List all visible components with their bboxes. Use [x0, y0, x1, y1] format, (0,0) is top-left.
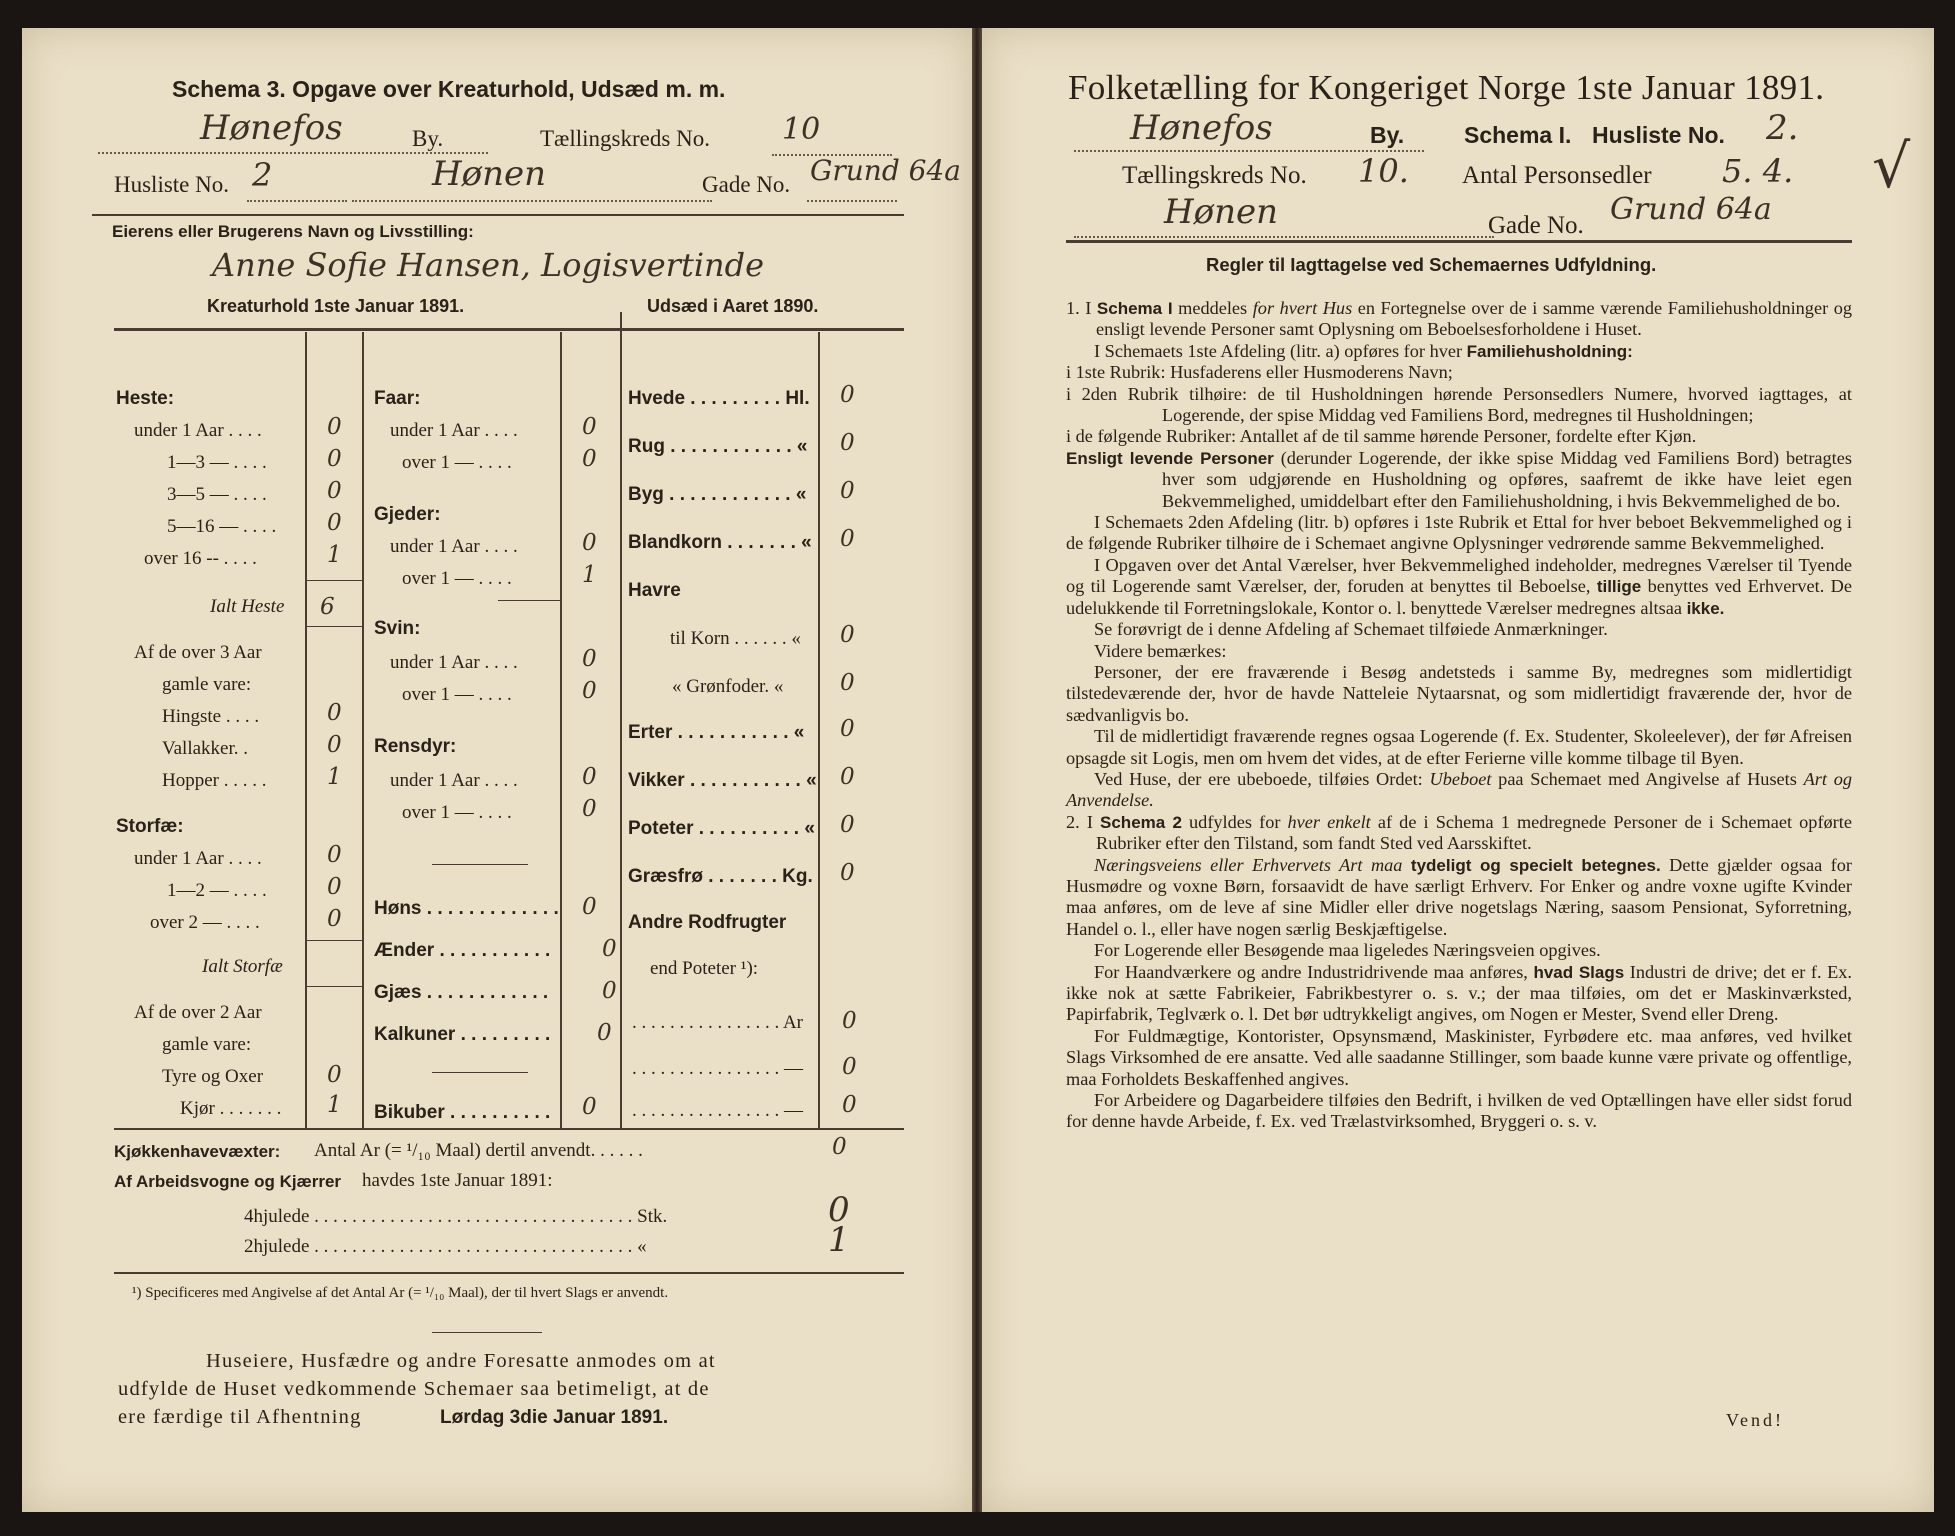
- rule-paragraph: i 2den Rubrik tilhøire: de til Husholdningen hørende Personsedlers Numere, hvorved iagttages, at Logerende, der spise Middag ved Familiens Bord, medregnes til Husholdningen;: [1066, 383, 1852, 426]
- section-separator: [432, 1072, 528, 1073]
- hjulede2-label: 2hjulede . . . . . . . . . . . . . . . . . . . . . . . . . . . . . . . . . . «: [244, 1236, 647, 1257]
- heste-row-value: 0: [327, 478, 342, 504]
- storfae-row-value: 0: [327, 842, 342, 868]
- udsaed-label: . . . . . . . . . . . . . . . . —: [632, 1100, 803, 1121]
- storfae-row-label: 1—2 — . . . .: [167, 880, 267, 901]
- rule-paragraph: Se forøvrigt de i denne Afdeling af Schemaet tilføiede Anmærkninger.: [1094, 619, 1608, 640]
- hingste-value: 0: [327, 700, 342, 726]
- kreds-value: 10.: [1358, 152, 1409, 190]
- udsaed-value: 0: [840, 764, 855, 790]
- svin-row-label: over 1 — . . . .: [402, 684, 512, 705]
- storfae-row-label: under 1 Aar . . . .: [134, 848, 262, 869]
- udsaed-label: Vikker . . . . . . . . . . . «: [628, 770, 817, 791]
- closing-date: Lørdag 3die Januar 1891.: [440, 1407, 669, 1428]
- vallakker-value: 0: [327, 732, 342, 758]
- col-divider-4: [620, 312, 622, 1128]
- husliste-value: 2.: [1766, 108, 1799, 148]
- storfae-sum-rule: [305, 940, 362, 941]
- rule-paragraph: Til de midlertidigt fraværende regnes ogsaa Logerende (f. Ex. Studenter, Skoleelever), der før Afreisen opsagde sit Logis, men om hvem det vides, at de efter Ferierne ville komme tilbage til Byen.: [1066, 726, 1852, 768]
- kalkuner-label: Kalkuner . . . . . . . . .: [374, 1024, 551, 1045]
- faar-row-value: 0: [582, 414, 597, 440]
- gade-label: Gade No.: [702, 172, 791, 197]
- section-separator: [432, 864, 528, 865]
- heste-sum-rule: [305, 580, 362, 581]
- heste-ialt-rule: [305, 626, 362, 627]
- udsaed-value: 0: [840, 670, 855, 696]
- heste-row-label: over 16 -- . . . .: [144, 548, 257, 569]
- rule-paragraph: 1. I Schema I meddeles for hvert Hus en Fortegnelse over de i samme værende Familiehusholdninger og ensligt levende Personer samt Oplysning om Beboelsesforholdene i Huset.: [1066, 298, 1852, 340]
- storfae-af-label: Af de over 2 Aar: [134, 1002, 262, 1023]
- husliste-label: Husliste No.: [1592, 122, 1725, 148]
- by-value: Hønefos: [200, 108, 343, 148]
- rule-paragraph: Ved Huse, der ere ubeboede, tilføies Ordet: Ubeboet paa Schemaet med Angivelse af Husets Art og Anvendelse.: [1066, 768, 1852, 811]
- gade-label: Gade No.: [1488, 212, 1584, 239]
- kreds-value: 10: [782, 112, 821, 147]
- rule-paragraph: For Haandværkere og andre Industridrivende maa anføres, hvad Slags Industri de drive; det er f. Ex. ikke nok at sætte Fabrikeier, Fabrikbestyrer o. s. v.; der maa tilføies, om det er Maskinværksted, Papirfabrik, Teglværk o. l. Det bør udtrykkeligt angives, om Nogen er Mester, Svend eller Dreng.: [1066, 961, 1852, 1025]
- gade-no-value: Grund 64a: [1610, 192, 1772, 227]
- right-title: Folketælling for Kongeriget Norge 1ste Januar 1891.: [1068, 68, 1825, 107]
- gade-value: Hønen: [432, 154, 547, 194]
- udsaed-label: « Grønfoder. «: [672, 676, 784, 697]
- heste-af-label: gamle vare:: [162, 674, 252, 695]
- udsaed-label: Rug . . . . . . . . . . . . «: [628, 436, 808, 457]
- col-divider-3: [560, 332, 562, 1128]
- gjeder-row-value: 1: [582, 562, 597, 588]
- hons-value: 0: [582, 894, 597, 920]
- storfae-ialt-rule: [305, 986, 362, 987]
- hjulede4-value: 0: [828, 1190, 850, 1230]
- hjulede2-value: 1: [828, 1220, 850, 1260]
- heste-row-value: 0: [327, 510, 342, 536]
- udsaed-label: Erter . . . . . . . . . . . «: [628, 722, 805, 743]
- udsaed-value: 0: [840, 478, 855, 504]
- col-divider-2: [362, 332, 364, 1128]
- rule-paragraph: I Opgaven over det Antal Værelser, hver Bekvemmelighed indeholder, medregnes Værelser til Tyende og til Logerende samt Værelser, der, foruden at benyttes til Beboelse, tillige benyttes ved Erhvervet. De udelukkende til Forretningslokale, Kontor o. l. benyttede Værelser medregnes altsaa ikke.: [1066, 554, 1852, 618]
- arbeids-text: havdes 1ste Januar 1891:: [362, 1170, 553, 1191]
- rule-paragraph: 2. I Schema 2 udfyldes for hver enkelt af de i Schema 1 medregnede Personer de i Schemaet opførte Rubriker efter den Tilstand, som fandt Sted ved Aarsskiftet.: [1066, 811, 1852, 854]
- tyre-value: 0: [327, 1062, 342, 1088]
- closing-line: udfylde de Huset vedkommende Schemaer saa betimeligt, at de: [118, 1378, 710, 1400]
- schema-label: Schema I.: [1464, 122, 1572, 148]
- storfae-label: Storfæ:: [116, 816, 184, 837]
- svin-row-value: 0: [582, 646, 597, 672]
- gade-value: Hønen: [1164, 192, 1279, 232]
- storfae-af-label: gamle vare:: [162, 1034, 252, 1055]
- by-label: By.: [412, 126, 444, 151]
- husliste-value: 2: [252, 156, 273, 194]
- kreds-label: Tællingskreds No.: [540, 126, 710, 151]
- storfae-row-label: over 2 — . . . .: [150, 912, 260, 933]
- gjeder-row-value: 0: [582, 530, 597, 556]
- udsaed-value: 0: [842, 1054, 857, 1080]
- heste-row-label: under 1 Aar . . . .: [134, 420, 262, 441]
- udsaed-label: Havre: [628, 580, 681, 601]
- hingste-label: Hingste . . . .: [162, 706, 260, 727]
- vallakker-label: Vallakker. .: [162, 738, 249, 759]
- kjokken-value: 0: [832, 1134, 847, 1160]
- kjor-value: 1: [327, 1092, 342, 1118]
- rule-paragraph: For Fuldmægtige, Kontorister, Opsynsmænd, Maskinister, Fyrbødere etc. maa anføres, ved hvilket Slags Virksomhed de ere ansatte. Ved alle saadanne Stillinger, som baade kunne være private og offentlige, maa Forholdets Beskaffenhed angives.: [1066, 1025, 1852, 1089]
- udsaed-value: 0: [840, 860, 855, 886]
- udsaed-label: end Poteter ¹):: [650, 958, 759, 979]
- hopper-value: 1: [327, 764, 342, 790]
- left-title: Schema 3. Opgave over Kreaturhold, Udsæd m. m.: [172, 76, 726, 102]
- kjokken-text: Antal Ar (= ¹/₁₀ Maal) dertil anvendt. . . . . .: [314, 1140, 643, 1161]
- kjor-label: Kjør . . . . . . .: [180, 1098, 282, 1119]
- rensdyr-row-label: over 1 — . . . .: [402, 802, 512, 823]
- rule-paragraph: i 1ste Rubrik: Husfaderens eller Husmoderens Navn;: [1066, 362, 1453, 383]
- bikuber-value: 0: [582, 1094, 597, 1120]
- gjaes-label: Gjæs . . . . . . . . . . . .: [374, 982, 549, 1003]
- rensdyr-row-value: 0: [582, 764, 597, 790]
- udsaed-value: 0: [840, 382, 855, 408]
- gade-no-field-line: [807, 174, 897, 202]
- owner-value: Anne Sofie Hansen, Logisvertinde: [212, 246, 765, 284]
- udsaed-label: Andre Rodfrugter: [628, 912, 787, 933]
- udsaed-value: 0: [842, 1092, 857, 1118]
- aender-value: 0: [602, 936, 617, 962]
- heste-row-label: 3—5 — . . . .: [167, 484, 267, 505]
- heste-row-value: 0: [327, 446, 342, 472]
- udsaed-value: 0: [840, 716, 855, 742]
- vend-label: Vend!: [1726, 1410, 1784, 1430]
- bikuber-label: Bikuber . . . . . . . . . .: [374, 1102, 551, 1123]
- heste-row-value: 0: [327, 414, 342, 440]
- arbeids-label: Af Arbeidsvogne og Kjærrer: [114, 1172, 342, 1191]
- udsaed-header: Udsæd i Aaret 1890.: [647, 296, 819, 316]
- heste-ialt-label: Ialt Heste: [210, 596, 285, 617]
- udsaed-label: Byg . . . . . . . . . . . . «: [628, 484, 807, 505]
- faar-row-label: over 1 — . . . .: [402, 452, 512, 473]
- gjeder-row-label: under 1 Aar . . . .: [390, 536, 518, 557]
- storfae-row-value: 0: [327, 874, 342, 900]
- storfae-row-value: 0: [327, 906, 342, 932]
- udsaed-value: 0: [840, 526, 855, 552]
- husliste-field-line: [247, 174, 347, 202]
- by-label: By.: [1370, 122, 1405, 148]
- udsaed-label: til Korn . . . . . . «: [670, 628, 801, 649]
- gjeder-row-label: over 1 — . . . .: [402, 568, 512, 589]
- antal-label: Antal Personsedler: [1462, 162, 1652, 189]
- gjeder-label: Gjeder:: [374, 504, 441, 525]
- heste-ialt-value: 6: [320, 594, 335, 620]
- gjaes-value: 0: [602, 978, 617, 1004]
- right-page: [982, 28, 1934, 1512]
- rensdyr-label: Rensdyr:: [374, 736, 457, 757]
- faar-label: Faar:: [374, 388, 421, 409]
- footnote-rule: [114, 1272, 904, 1274]
- husliste-label: Husliste No.: [114, 172, 229, 197]
- rule-top: [92, 214, 904, 216]
- tyre-label: Tyre og Oxer: [162, 1066, 264, 1087]
- hons-label: Høns . . . . . . . . . . . . .: [374, 898, 559, 919]
- check-mark: √: [1872, 132, 1911, 202]
- rensdyr-row-value: 0: [582, 796, 597, 822]
- faar-row-label: under 1 Aar . . . .: [390, 420, 518, 441]
- udsaed-label: Poteter . . . . . . . . . . «: [628, 818, 815, 839]
- kreatur-header: Kreaturhold 1ste Januar 1891.: [207, 296, 465, 316]
- table-header-rule: [114, 328, 904, 331]
- faar-row-value: 0: [582, 446, 597, 472]
- rensdyr-row-label: under 1 Aar . . . .: [390, 770, 518, 791]
- rule-paragraph: Ensligt levende Personer (derunder Logerende, der ikke spise Middag ved Familiens Bord) betragtes hver som udgjørende en Husholdning og opføres, saafremt de ikke have leiet egen Bekvemmelighed, umiddelbart efter den Familiehusholdning, i hvis Bekvemmelighed de bo.: [1066, 447, 1852, 511]
- rules-text: [1066, 298, 1852, 1133]
- gjeder-rule: [498, 600, 560, 601]
- rule-paragraph: Personer, der ere fraværende i Besøg andetsteds i samme By, medregnes som midlertidigt tilstedeværende der, hvor de havde Natteleie Nytaarsnat, og som midlertidigt fraværende der, hvor de sædvanligvis bo.: [1066, 661, 1852, 725]
- heste-row-value: 1: [327, 542, 342, 568]
- antal-value: 5. 4.: [1722, 152, 1794, 190]
- page-fold: [972, 28, 982, 1512]
- heste-af-label: Af de over 3 Aar: [134, 642, 262, 663]
- gade-no-value: Grund 64a: [810, 154, 961, 187]
- udsaed-label: . . . . . . . . . . . . . . . . Ar: [632, 1012, 803, 1033]
- closing-separator: [432, 1332, 542, 1333]
- rules-title: Regler til Iagttagelse ved Schemaernes Udfyldning.: [1206, 254, 1657, 275]
- udsaed-value: 0: [840, 430, 855, 456]
- svin-label: Svin:: [374, 618, 421, 639]
- rule-paragraph: I Schemaets 2den Afdeling (litr. b) opføres i 1ste Rubrik et Ettal for hver beboet Bekvemmelighed og i de følgende Rubriker tilhøire de i Schemaet angivne Oplysninger vedrørende samme Bekvemmelighed.: [1066, 512, 1852, 554]
- header-rule: [1066, 240, 1852, 243]
- kreds-field-line: [772, 128, 892, 156]
- udsaed-label: Græsfrø . . . . . . . Kg.: [628, 866, 813, 887]
- rule-paragraph: I Schemaets 1ste Afdeling (litr. a) opføres for hver Familiehusholdning:: [1094, 340, 1633, 361]
- col-divider-1: [305, 332, 307, 1128]
- closing-line: ere færdige til Afhentning: [118, 1406, 362, 1428]
- rule-paragraph: i de følgende Rubriker: Antallet af de til samme hørende Personer, fordelte efter Kjøn.: [1066, 426, 1697, 447]
- kjokken-label: Kjøkkenhavevæxter:: [114, 1142, 281, 1161]
- closing-line: Huseiere, Husfædre og andre Foresatte anmodes om at: [206, 1350, 716, 1372]
- svin-row-label: under 1 Aar . . . .: [390, 652, 518, 673]
- left-page: [22, 28, 972, 1512]
- heste-row-label: 5—16 — . . . .: [167, 516, 277, 537]
- udsaed-value: 0: [840, 812, 855, 838]
- owner-label: Eierens eller Brugerens Navn og Livsstilling:: [112, 222, 474, 241]
- rule-paragraph: For Logerende eller Besøgende maa ligeledes Næringsveien opgives.: [1094, 940, 1601, 961]
- kreds-label: Tællingskreds No.: [1122, 162, 1307, 189]
- rule-paragraph: For Arbeidere og Dagarbeidere tilføies den Bedrift, i hvilken de ved Optællingen have eller sidst forud for denne havde Arbeide, f. Ex. ved Trælastvirksomhed, Bryggeri o. s. v.: [1066, 1090, 1852, 1132]
- footnote: ¹) Specificeres med Angivelse af det Antal Ar (= ¹/₁₀ Maal), der til hvert Slags er anvendt.: [132, 1285, 669, 1301]
- rule-paragraph: Næringsveiens eller Erhvervets Art maa tydeligt og specielt betegnes. Dette gjælder ogsaa for Husmødre og voxne Børn, forsaavidt de have særligt Erhverv. For Enker og andre voxne ugifte Kvinder maa anføres, om de leve af sine Midler eller drive nogetslags Næring, saasom Pensionat, Syforretning, Handel o. l., eller have nogen særlig Beskjæftigelse.: [1066, 854, 1852, 939]
- aender-label: Ænder . . . . . . . . . . .: [374, 940, 551, 961]
- by-value: Hønefos: [1130, 108, 1273, 148]
- kalkuner-value: 0: [597, 1020, 612, 1046]
- svin-row-value: 0: [582, 678, 597, 704]
- udsaed-value: 0: [842, 1008, 857, 1034]
- rule-paragraph: Videre bemærkes:: [1094, 640, 1227, 661]
- gade-field-line: [1074, 210, 1494, 238]
- table-bottom-rule: [114, 1128, 904, 1130]
- col-divider-5: [818, 332, 820, 1128]
- udsaed-label: Blandkorn . . . . . . . «: [628, 532, 812, 553]
- heste-row-label: 1—3 — . . . .: [167, 452, 267, 473]
- storfae-ialt-label: Ialt Storfæ: [202, 956, 283, 977]
- udsaed-label: . . . . . . . . . . . . . . . . —: [632, 1058, 803, 1079]
- udsaed-value: 0: [840, 622, 855, 648]
- heste-label: Heste:: [116, 388, 175, 409]
- udsaed-label: Hvede . . . . . . . . . Hl.: [628, 388, 810, 409]
- hopper-label: Hopper . . . . .: [162, 770, 267, 791]
- hjulede4-label: 4hjulede . . . . . . . . . . . . . . . . . . . . . . . . . . . . . . . . . . Stk.: [244, 1206, 668, 1227]
